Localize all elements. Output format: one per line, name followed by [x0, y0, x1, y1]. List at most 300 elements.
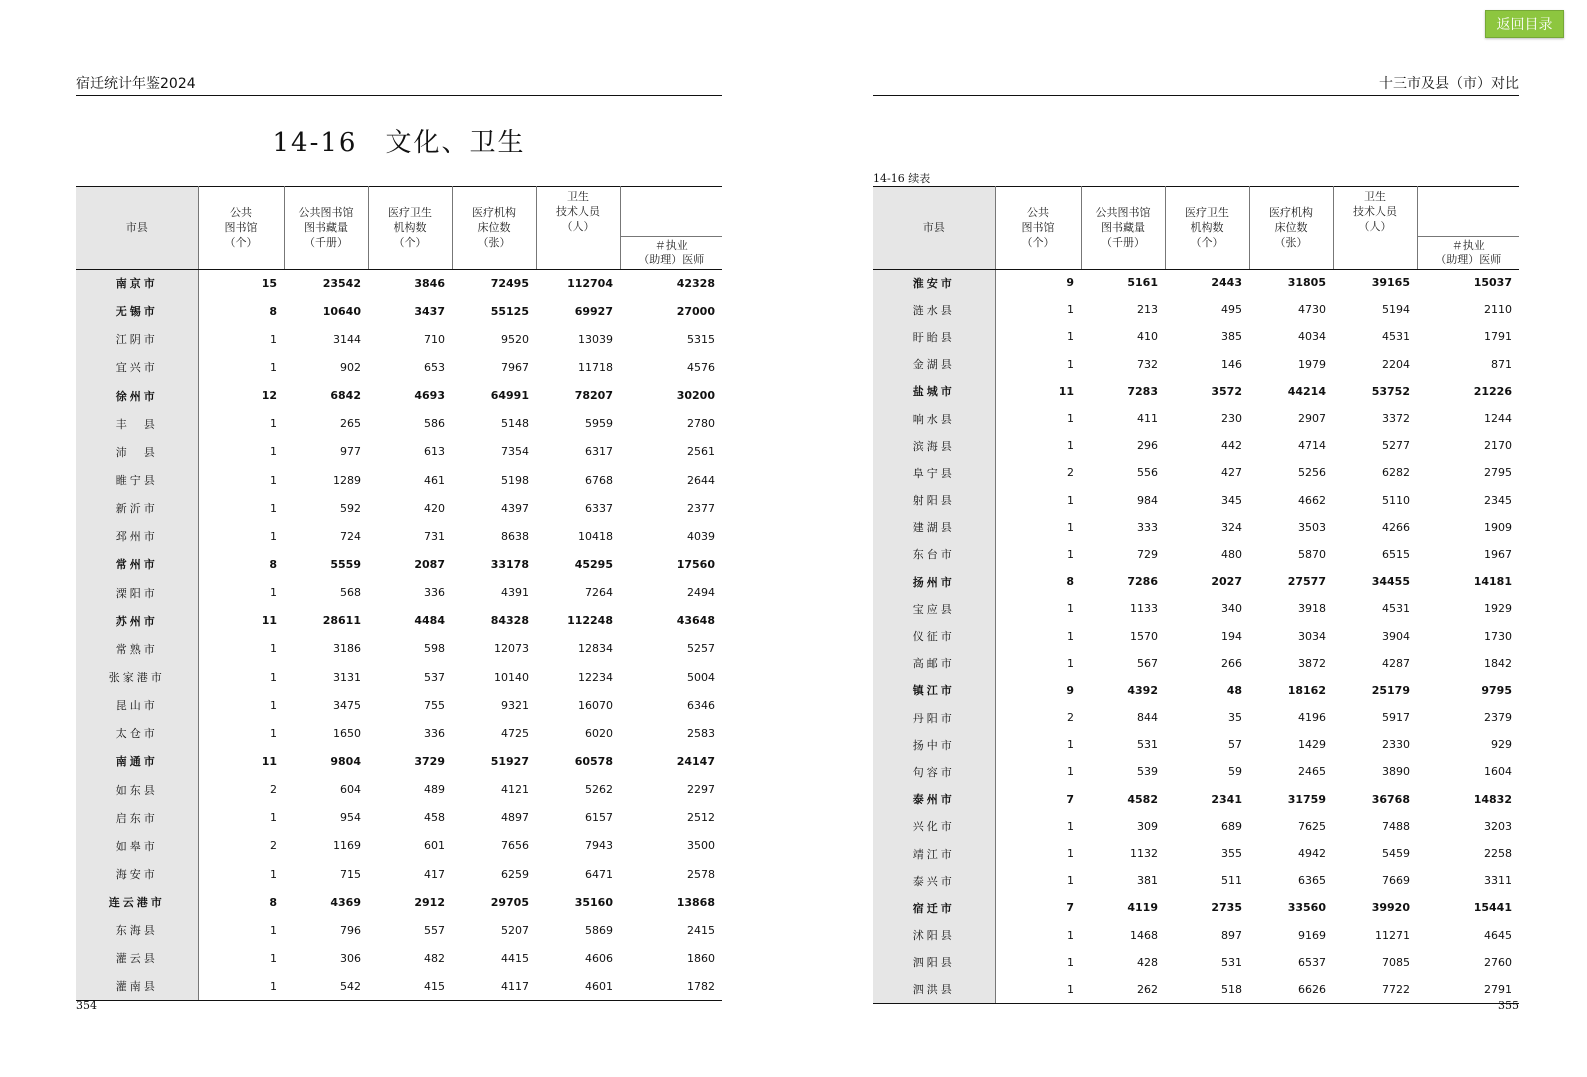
value-cell: 15	[261, 276, 277, 290]
value-cell: 6282	[1382, 466, 1410, 480]
table-row	[76, 719, 722, 747]
value-cell: 55125	[490, 304, 529, 318]
value-cell: 31805	[1287, 276, 1326, 290]
value-cell: 194	[1221, 629, 1242, 643]
area-name-cell: 常熟市	[76, 635, 198, 663]
table-row	[76, 438, 722, 466]
value-cell: 3475	[333, 698, 361, 712]
value-cell: 7722	[1333, 976, 1417, 1003]
value-cell: 2345	[1484, 493, 1512, 507]
area-name-cell: 盱眙县	[873, 323, 995, 350]
value-cell: 1133	[1130, 602, 1158, 616]
value-cell: 568	[340, 586, 361, 600]
value-cell: 482	[424, 951, 445, 965]
value-cell: 1132	[1130, 847, 1158, 861]
area-name-cell: 扬中市	[873, 731, 995, 758]
value-cell: 12834	[578, 642, 613, 656]
value-cell: 2	[270, 783, 277, 797]
area-name-cell: 邳州市	[76, 522, 198, 550]
table-row	[76, 522, 722, 550]
value-cell: 35	[1228, 711, 1242, 725]
value-cell: 5207	[501, 923, 529, 937]
table-row	[76, 747, 722, 775]
value-cell: 4369	[330, 895, 361, 909]
value-cell: 729	[1137, 547, 1158, 561]
value-cell: 9795	[1481, 683, 1512, 697]
value-cell: 3904	[1382, 629, 1410, 643]
value-cell: 531	[1221, 955, 1242, 969]
value-cell: 14181	[1473, 575, 1512, 589]
value-cell: 480	[1221, 547, 1242, 561]
area-name-cell: 张家港市	[76, 663, 198, 691]
value-cell: 24147	[676, 754, 715, 768]
header-library-collection: 公共图书馆 图书藏量 （千册）	[284, 187, 368, 270]
value-cell: 2204	[1382, 357, 1410, 371]
value-cell: 1	[270, 642, 277, 656]
area-name-cell: 溧阳市	[76, 579, 198, 607]
value-cell: 5198	[501, 473, 529, 487]
value-cell: 6365	[1298, 874, 1326, 888]
value-cell: 6768	[585, 473, 613, 487]
value-cell: 33178	[490, 557, 529, 571]
area-name-cell: 苏州市	[76, 607, 198, 635]
table-row	[873, 568, 1519, 595]
left-page	[76, 0, 722, 1077]
value-cell: 48	[1226, 683, 1242, 697]
table-row	[76, 579, 722, 607]
value-cell: 1967	[1484, 547, 1512, 561]
area-name-cell: 建湖县	[873, 514, 995, 541]
table-row	[873, 459, 1519, 486]
value-cell: 45295	[574, 557, 613, 571]
value-cell: 4601	[536, 973, 620, 1001]
value-cell: 11271	[1375, 928, 1410, 942]
area-name-cell: 宜兴市	[76, 353, 198, 381]
area-name-cell: 丹阳市	[873, 704, 995, 731]
value-cell: 112704	[567, 276, 613, 290]
value-cell: 3729	[414, 754, 445, 768]
area-name-cell: 如东县	[76, 776, 198, 804]
table-row	[873, 650, 1519, 677]
area-name-cell: 灌南县	[76, 973, 198, 1001]
value-cell: 2760	[1484, 955, 1512, 969]
value-cell: 417	[424, 867, 445, 881]
area-name-cell: 常州市	[76, 550, 198, 578]
value-cell: 5917	[1382, 711, 1410, 725]
right-page	[873, 0, 1519, 1077]
value-cell: 9804	[330, 754, 361, 768]
value-cell: 2379	[1484, 711, 1512, 725]
value-cell: 731	[424, 529, 445, 543]
value-cell: 27000	[676, 304, 715, 318]
value-cell: 9	[1066, 276, 1074, 290]
value-cell: 13039	[578, 332, 613, 346]
value-cell: 4730	[1298, 303, 1326, 317]
table-row	[873, 786, 1519, 813]
value-cell: 4576	[687, 360, 715, 374]
header-technician-spacer	[536, 236, 620, 269]
value-cell: 1	[1067, 819, 1074, 833]
value-cell: 5315	[687, 332, 715, 346]
value-cell: 592	[340, 501, 361, 515]
value-cell: 539	[1137, 765, 1158, 779]
table-row	[873, 867, 1519, 894]
table-row	[873, 514, 1519, 541]
value-cell: 1	[1067, 547, 1074, 561]
value-cell: 3131	[333, 670, 361, 684]
value-cell: 306	[340, 951, 361, 965]
value-cell: 43648	[676, 614, 715, 628]
area-name-cell: 江阴市	[76, 325, 198, 353]
value-cell: 6157	[585, 811, 613, 825]
value-cell: 715	[340, 867, 361, 881]
value-cell: 2494	[687, 586, 715, 600]
value-cell: 39165	[1371, 276, 1410, 290]
area-name-cell: 宿迁市	[873, 894, 995, 921]
value-cell: 31759	[1287, 792, 1326, 806]
value-cell: 1	[1067, 955, 1074, 969]
value-cell: 2415	[687, 923, 715, 937]
value-cell: 10418	[578, 529, 613, 543]
value-cell: 1	[270, 726, 277, 740]
value-cell: 2110	[1484, 303, 1512, 317]
value-cell: 11	[261, 754, 277, 768]
value-cell: 567	[1137, 656, 1158, 670]
value-cell: 2087	[414, 557, 445, 571]
value-cell: 12234	[578, 670, 613, 684]
table-row	[873, 351, 1519, 378]
value-cell: 64991	[490, 389, 529, 403]
value-cell: 1929	[1484, 602, 1512, 616]
value-cell: 542	[284, 973, 368, 1001]
header-library-collection: 公共图书馆 图书藏量 （千册）	[1081, 187, 1165, 270]
table-row	[76, 635, 722, 663]
value-cell: 653	[424, 360, 445, 374]
value-cell: 871	[1491, 357, 1512, 371]
area-name-cell: 徐州市	[76, 382, 198, 410]
area-name-cell: 扬州市	[873, 568, 995, 595]
culture-health-table-left	[76, 186, 722, 1001]
continued-label: 14-16 续表	[873, 172, 931, 185]
area-name-cell: 东台市	[873, 541, 995, 568]
value-cell: 1	[270, 473, 277, 487]
value-cell: 60578	[574, 754, 613, 768]
value-cell: 1730	[1484, 629, 1512, 643]
table-row	[76, 382, 722, 410]
back-to-contents-button[interactable]: 返回目录	[1485, 10, 1564, 38]
value-cell: 1	[270, 867, 277, 881]
value-cell: 1	[1067, 303, 1074, 317]
value-cell: 12073	[494, 642, 529, 656]
value-cell: 42328	[676, 276, 715, 290]
table-row	[873, 758, 1519, 785]
value-cell: 7	[1066, 792, 1074, 806]
value-cell: 954	[340, 811, 361, 825]
table-row	[76, 860, 722, 888]
value-cell: 309	[1137, 819, 1158, 833]
value-cell: 4484	[414, 614, 445, 628]
value-cell: 3918	[1298, 602, 1326, 616]
value-cell: 586	[424, 417, 445, 431]
area-name-cell: 镇江市	[873, 677, 995, 704]
area-name-cell: 响水县	[873, 405, 995, 432]
header-libraries: 公共 图书馆 （个）	[198, 187, 284, 270]
value-cell: 324	[1221, 520, 1242, 534]
value-cell: 33560	[1287, 901, 1326, 915]
value-cell: 1	[1067, 629, 1074, 643]
value-cell: 556	[1137, 466, 1158, 480]
area-name-cell: 泰州市	[873, 786, 995, 813]
table-row	[873, 595, 1519, 622]
value-cell: 1289	[333, 473, 361, 487]
table-row	[873, 813, 1519, 840]
value-cell: 3846	[414, 276, 445, 290]
value-cell: 6537	[1298, 955, 1326, 969]
value-cell: 340	[1221, 602, 1242, 616]
value-cell: 4117	[452, 973, 536, 1001]
value-cell: 7286	[1127, 575, 1158, 589]
value-cell: 34455	[1371, 575, 1410, 589]
area-name-cell: 句容市	[873, 758, 995, 785]
value-cell: 1244	[1484, 412, 1512, 426]
value-cell: 6337	[585, 501, 613, 515]
value-cell: 1	[198, 973, 284, 1001]
table-row	[873, 622, 1519, 649]
value-cell: 1	[1067, 520, 1074, 534]
header-area: 市县	[76, 187, 198, 270]
value-cell: 2561	[687, 445, 715, 459]
value-cell: 6515	[1382, 547, 1410, 561]
value-cell: 4645	[1484, 928, 1512, 942]
table-row	[76, 297, 722, 325]
area-name-cell: 高邮市	[873, 650, 995, 677]
value-cell: 6471	[585, 867, 613, 881]
value-cell: 531	[1137, 738, 1158, 752]
value-cell: 345	[1221, 493, 1242, 507]
value-cell: 1	[1067, 765, 1074, 779]
value-cell: 4714	[1298, 439, 1326, 453]
table-row	[873, 541, 1519, 568]
table-row	[873, 296, 1519, 323]
value-cell: 1	[1067, 330, 1074, 344]
table-row	[873, 323, 1519, 350]
value-cell: 1	[1067, 874, 1074, 888]
table-row	[76, 776, 722, 804]
value-cell: 3311	[1484, 874, 1512, 888]
area-name-cell: 仪征市	[873, 622, 995, 649]
value-cell: 1	[270, 811, 277, 825]
value-cell: 6317	[585, 445, 613, 459]
value-cell: 1	[270, 445, 277, 459]
table-row	[873, 704, 1519, 731]
value-cell: 27577	[1287, 575, 1326, 589]
value-cell: 13868	[676, 895, 715, 909]
value-cell: 1791	[1484, 330, 1512, 344]
value-cell: 511	[1221, 874, 1242, 888]
area-name-cell: 如皋市	[76, 832, 198, 860]
area-name-cell: 南通市	[76, 747, 198, 775]
area-name-cell: 连云港市	[76, 888, 198, 916]
value-cell: 296	[1137, 439, 1158, 453]
table-row	[76, 691, 722, 719]
area-name-cell: 宝应县	[873, 595, 995, 622]
value-cell: 11	[1058, 384, 1074, 398]
value-cell: 428	[1137, 955, 1158, 969]
value-cell: 8638	[501, 529, 529, 543]
table-row	[873, 949, 1519, 976]
value-cell: 7669	[1382, 874, 1410, 888]
value-cell: 2907	[1298, 412, 1326, 426]
value-cell: 7656	[501, 839, 529, 853]
value-cell: 984	[1137, 493, 1158, 507]
value-cell: 4531	[1382, 330, 1410, 344]
table-title: 14-16 文化、卫生	[272, 128, 526, 158]
value-cell: 6626	[1249, 976, 1333, 1003]
table-row	[873, 976, 1519, 1003]
area-name-cell: 东海县	[76, 916, 198, 944]
value-cell: 4662	[1298, 493, 1326, 507]
value-cell: 4196	[1298, 711, 1326, 725]
area-name-cell: 海安市	[76, 860, 198, 888]
value-cell: 2443	[1211, 276, 1242, 290]
value-cell: 3437	[414, 304, 445, 318]
value-cell: 7264	[585, 586, 613, 600]
value-cell: 7943	[585, 839, 613, 853]
area-name-cell: 沛 县	[76, 438, 198, 466]
value-cell: 8	[269, 895, 277, 909]
value-cell: 3034	[1298, 629, 1326, 643]
value-cell: 2465	[1298, 765, 1326, 779]
value-cell: 1	[1067, 439, 1074, 453]
value-cell: 12	[261, 389, 277, 403]
value-cell: 1604	[1484, 765, 1512, 779]
table-row	[76, 607, 722, 635]
value-cell: 461	[424, 473, 445, 487]
value-cell: 23542	[322, 276, 361, 290]
section-running-head: 十三市及县（市）对比	[873, 74, 1519, 96]
value-cell: 1842	[1484, 656, 1512, 670]
value-cell: 537	[424, 670, 445, 684]
area-name-cell: 新沂市	[76, 494, 198, 522]
value-cell: 4121	[501, 783, 529, 797]
value-cell: 1	[1067, 357, 1074, 371]
value-cell: 3500	[687, 839, 715, 853]
table-row	[873, 731, 1519, 758]
table-row	[873, 269, 1519, 296]
value-cell: 4119	[1127, 901, 1158, 915]
value-cell: 598	[424, 642, 445, 656]
value-cell: 28611	[322, 614, 361, 628]
value-cell: 5869	[585, 923, 613, 937]
table-row	[873, 840, 1519, 867]
value-cell: 7625	[1298, 819, 1326, 833]
value-cell: 44214	[1287, 384, 1326, 398]
area-name-cell: 太仓市	[76, 719, 198, 747]
table-row	[76, 353, 722, 381]
value-cell: 442	[1221, 439, 1242, 453]
header-technician-spacer	[1333, 236, 1417, 269]
value-cell: 1782	[620, 973, 722, 1001]
value-cell: 604	[340, 783, 361, 797]
value-cell: 5161	[1127, 276, 1158, 290]
value-cell: 8	[1066, 575, 1074, 589]
table-row	[76, 325, 722, 353]
value-cell: 2258	[1484, 847, 1512, 861]
value-cell: 2	[1067, 711, 1074, 725]
value-cell: 4287	[1382, 656, 1410, 670]
value-cell: 5110	[1382, 493, 1410, 507]
table-row	[76, 550, 722, 578]
value-cell: 4266	[1382, 520, 1410, 534]
value-cell: 1468	[1130, 928, 1158, 942]
value-cell: 7488	[1382, 819, 1410, 833]
value-cell: 17560	[676, 557, 715, 571]
value-cell: 266	[1221, 656, 1242, 670]
value-cell: 7	[1066, 901, 1074, 915]
area-name-cell: 滨海县	[873, 432, 995, 459]
value-cell: 3503	[1298, 520, 1326, 534]
value-cell: 29705	[490, 895, 529, 909]
value-cell: 2170	[1484, 439, 1512, 453]
value-cell: 1	[270, 923, 277, 937]
value-cell: 18162	[1287, 683, 1326, 697]
value-cell: 1	[270, 360, 277, 374]
value-cell: 1	[270, 951, 277, 965]
header-physicians: ＃执业 （助理）医师	[620, 236, 722, 269]
value-cell: 6842	[330, 389, 361, 403]
value-cell: 3372	[1382, 412, 1410, 426]
header-blank-cell	[1417, 187, 1519, 237]
value-cell: 4392	[1127, 683, 1158, 697]
value-cell: 36768	[1371, 792, 1410, 806]
value-cell: 15441	[1473, 901, 1512, 915]
area-name-cell: 无锡市	[76, 297, 198, 325]
value-cell: 410	[1137, 330, 1158, 344]
value-cell: 2341	[1211, 792, 1242, 806]
value-cell: 5959	[585, 417, 613, 431]
value-cell: 14832	[1473, 792, 1512, 806]
value-cell: 333	[1137, 520, 1158, 534]
table-row	[873, 487, 1519, 514]
page-number: 355	[1498, 999, 1519, 1012]
area-name-cell: 丰 县	[76, 410, 198, 438]
value-cell: 1	[1067, 847, 1074, 861]
value-cell: 489	[424, 783, 445, 797]
value-cell: 4942	[1298, 847, 1326, 861]
value-cell: 2512	[687, 811, 715, 825]
value-cell: 11718	[578, 360, 613, 374]
value-cell: 4582	[1127, 792, 1158, 806]
value-cell: 1	[270, 698, 277, 712]
value-cell: 7085	[1382, 955, 1410, 969]
table-row	[76, 269, 722, 297]
table-row	[873, 405, 1519, 432]
value-cell: 15037	[1473, 276, 1512, 290]
header-medical-institutions: 医疗卫生 机构数 （个）	[368, 187, 452, 270]
value-cell: 59	[1228, 765, 1242, 779]
value-cell: 5256	[1298, 466, 1326, 480]
header-libraries: 公共 图书馆 （个）	[995, 187, 1081, 270]
header-health-technicians: 卫生 技术人员 （人）	[536, 187, 620, 237]
table-row	[76, 663, 722, 691]
value-cell: 2780	[687, 417, 715, 431]
value-cell: 9	[1066, 683, 1074, 697]
value-cell: 5277	[1382, 439, 1410, 453]
area-name-cell: 泗阳县	[873, 949, 995, 976]
header-health-technicians: 卫生 技术人员 （人）	[1333, 187, 1417, 237]
value-cell: 755	[424, 698, 445, 712]
table-row	[873, 378, 1519, 405]
